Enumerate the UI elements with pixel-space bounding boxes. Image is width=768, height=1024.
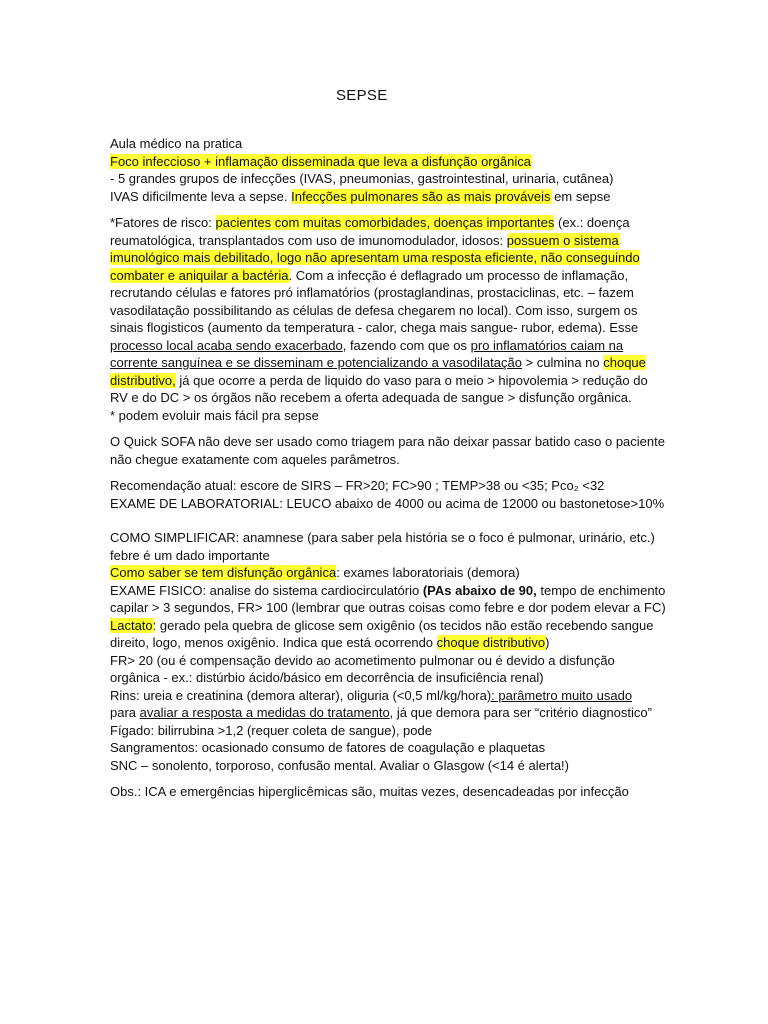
highlighted-text: possuem o sistema	[506, 232, 619, 248]
document-body	[110, 135, 670, 801]
text-line	[110, 582, 670, 600]
text-line	[110, 267, 670, 285]
text-segment: : gerado pela quebra de glicose sem oxigênio (os tecidos não estão recebendo sangue	[152, 617, 654, 633]
highlighted-text: choque distributivo	[436, 635, 546, 650]
text-line	[110, 783, 670, 801]
underlined-text: ): parâmetro muito usado	[486, 687, 633, 703]
text-line	[110, 722, 670, 740]
paragraph-spacer	[110, 424, 670, 433]
text-line	[110, 433, 670, 451]
highlighted-text: Como saber se tem disfunção orgânica	[110, 565, 337, 580]
text-line	[110, 389, 670, 407]
text-segment: Obs.: ICA e emergências hiperglicêmicas são, muitas vezes, desencadeadas por infecção	[110, 784, 629, 799]
text-segment: O Quick SOFA não deve ser usado como triagem para não deixar passar batido caso o paciente	[110, 434, 665, 449]
text-line	[110, 214, 670, 232]
text-segment: EXAME DE LABORATORIAL: LEUCO abaixo de 4000 ou acima de 12000 ou bastonetose>10%	[110, 495, 665, 511]
text-line	[110, 529, 670, 547]
text-line	[110, 232, 670, 250]
paragraph-spacer	[110, 468, 670, 477]
text-line	[110, 284, 670, 302]
document-title: SEPSE	[336, 87, 388, 104]
highlighted-text: Lactato	[110, 617, 153, 633]
underlined-text: processo local acaba sendo exacerbado	[110, 337, 343, 353]
text-line	[110, 302, 670, 320]
text-segment: vasodilatação possibilitando as células de defesa chegarem no local). Com isso, surgem os	[110, 302, 638, 318]
text-segment: tempo de enchimento	[536, 582, 666, 598]
text-line	[110, 451, 670, 469]
text-segment: )	[545, 635, 550, 650]
text-segment: FR> 20 (ou é compensação devido ao acometimento pulmonar ou é devido a disfunção	[110, 652, 615, 668]
text-segment: RV e do DC > os órgãos não recebem a oferta adequada de sangue > disfunção orgânica.	[110, 390, 632, 405]
text-line	[110, 495, 670, 513]
highlighted-text: Foco infeccioso + inflamação disseminada que leva a disfunção orgânica	[110, 153, 531, 169]
paragraph-spacer	[110, 512, 670, 529]
text-line	[110, 249, 670, 267]
text-line	[110, 188, 670, 206]
text-segment: > culmina no	[521, 355, 604, 370]
text-segment: Recomendação atual: escore de SIRS – FR>20; FC>90 ; TEMP>38 ou <35; Pco₂ <32	[110, 478, 605, 493]
highlighted-text: Infecções pulmonares são as mais prováveis	[291, 188, 551, 204]
text-segment: reumatológica, transplantados com uso de imunomodulador, idosos:	[110, 232, 507, 248]
text-line	[110, 617, 670, 635]
text-segment: , já que demora para ser “critério diagnostico”	[389, 705, 652, 720]
text-line	[110, 757, 670, 775]
paragraph-spacer	[110, 205, 670, 214]
text-line	[110, 739, 670, 757]
text-line	[110, 135, 670, 153]
highlighted-text: combater e aniquilar a bactéria	[110, 267, 289, 283]
text-segment: febre é um dado importante	[110, 547, 270, 563]
text-segment: sinais flogisticos (aumento da temperatura - calor, chega mais sangue- rubor, edema). Esse	[110, 320, 639, 335]
text-segment: Aula médico na pratica	[110, 136, 243, 151]
text-segment: orgânica - ex.: distúrbio ácido/básico em decorrência de insuficiência renal)	[110, 670, 544, 685]
text-segment: Fígado: bilirrubina >1,2 (requer coleta de sangue), pode	[110, 722, 432, 738]
bold-text: (PAs abaixo de 90,	[422, 582, 537, 598]
text-segment: capilar > 3 segundos, FR> 100 (lembrar que outras coisas como febre e dor podem elevar a FC)	[110, 600, 666, 615]
text-segment: : exames laboratoriais (demora)	[336, 565, 520, 580]
text-line	[110, 547, 670, 565]
text-segment: em sepse	[550, 188, 611, 204]
text-line	[110, 669, 670, 687]
text-segment: recrutando células e fatores pró inflamatórios (prostaglandinas, prostaciclinas, etc. – fazem	[110, 285, 634, 300]
text-segment: . Com a infecção é deflagrado um processo de inflamação,	[288, 267, 629, 283]
text-line	[110, 337, 670, 355]
text-segment: direito, logo, menos oxigênio. Indica que está ocorrendo	[110, 635, 437, 650]
text-line	[110, 354, 670, 372]
text-line	[110, 319, 670, 337]
text-line	[110, 407, 670, 425]
text-segment: * podem evoluir mais fácil pra sepse	[110, 407, 319, 423]
text-segment: , fazendo com que os	[342, 337, 471, 353]
text-segment: EXAME FISICO: analise do sistema cardiocirculatório	[110, 582, 423, 598]
text-segment: não chegue exatamente com aqueles parâmetros.	[110, 451, 400, 467]
text-segment: para	[110, 705, 140, 720]
text-line	[110, 704, 670, 722]
highlighted-text: pacientes com muitas comorbidades, doenças importantes	[215, 215, 555, 230]
text-segment: SNC – sonolento, torporoso, confusão mental. Avaliar o Glasgow (<14 é alerta!)	[110, 757, 569, 773]
text-segment: IVAS dificilmente leva a sepse.	[110, 188, 292, 204]
text-line	[110, 599, 670, 617]
text-segment: Rins: ureia e creatinina (demora alterar), oliguria (<0,5 ml/kg/hora	[110, 687, 487, 703]
text-segment: já que ocorre a perda de liquido do vaso para o meio > hipovolemia > redução do	[175, 372, 648, 388]
text-segment: Sangramentos: ocasionado consumo de fatores de coagulação e plaquetas	[110, 740, 546, 755]
highlighted-text: imunológico mais debilitado, logo não apresentam uma resposta eficiente, não conseguindo	[110, 250, 640, 265]
paragraph-spacer	[110, 774, 670, 783]
highlighted-text: choque	[603, 355, 646, 370]
text-line	[110, 372, 670, 390]
text-segment: COMO SIMPLIFICAR: anamnese (para saber pela história se o foco é pulmonar, urinário, etc.)	[110, 530, 655, 545]
text-line	[110, 634, 670, 652]
text-line	[110, 652, 670, 670]
text-line	[110, 687, 670, 705]
text-line	[110, 564, 670, 582]
text-line	[110, 477, 670, 495]
text-line	[110, 170, 670, 188]
highlighted-text: distributivo,	[110, 372, 176, 388]
text-segment: - 5 grandes grupos de infecções (IVAS, pneumonias, gastrointestinal, urinaria, cutânea)	[110, 171, 614, 186]
text-segment: (ex.: doença	[554, 215, 630, 230]
underlined-text: corrente sanguínea e se disseminam e potencializando a vasodilatação	[110, 355, 522, 370]
text-line	[110, 153, 670, 171]
underlined-text: pro inflamatórios caiam na	[470, 337, 624, 353]
text-segment: *Fatores de risco:	[110, 215, 216, 230]
underlined-text: avaliar a resposta a medidas do tratamento	[139, 705, 390, 720]
